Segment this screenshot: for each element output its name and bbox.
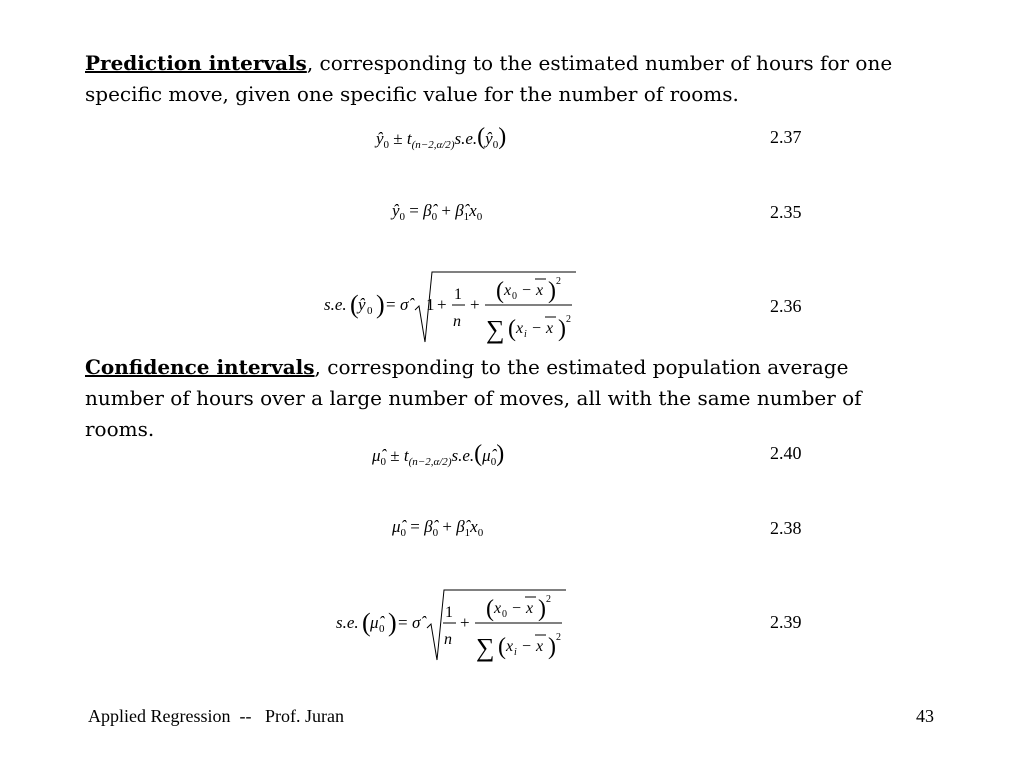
equation-2-40: $\mû_0$ ± $t_{(n-2,\alpha/2)}s.e.(\mû_0)$: [372, 441, 505, 468]
t-subscript: n−2,α/2: [412, 456, 448, 468]
svg-text:2: 2: [556, 632, 561, 643]
svg-text:μ̂: μ̂: [370, 613, 379, 632]
svg-text:x: x: [504, 282, 512, 299]
svg-text:∑: ∑: [486, 315, 505, 344]
svg-text:x: x: [506, 638, 514, 655]
svg-text:0: 0: [502, 609, 507, 620]
svg-text:): ): [548, 634, 556, 660]
svg-text:): ): [388, 608, 397, 637]
svg-text:−: −: [522, 282, 532, 299]
svg-text:ŷ: ŷ: [358, 295, 366, 314]
svg-text:i: i: [524, 329, 527, 340]
equation-number-2-39: 2.39: [770, 612, 802, 632]
svg-text:−: −: [532, 320, 542, 337]
svg-text:(: (: [498, 634, 506, 660]
svg-text:∑: ∑: [476, 633, 495, 662]
svg-text:(: (: [486, 596, 494, 622]
svg-text:2: 2: [566, 314, 571, 325]
confidence-intervals-text: , corresponding to the estimated population average number of hours over a large number of moves, all with the same number of rooms.: [85, 355, 862, 441]
svg-text:): ): [538, 596, 546, 622]
one: 1: [445, 604, 453, 621]
svg-text:+: +: [437, 295, 447, 314]
svg-text:2: 2: [556, 276, 561, 287]
svg-text:1: 1: [454, 286, 462, 303]
confidence-intervals-term: Confidence intervals: [85, 355, 315, 379]
se-label: s.e.: [336, 613, 359, 632]
svg-text:x: x: [494, 600, 502, 617]
svg-text:x: x: [546, 320, 554, 337]
footer-course-title: Applied Regression -- Prof. Juran: [88, 706, 344, 726]
svg-text:0: 0: [379, 623, 385, 635]
n: n: [444, 631, 452, 648]
equation-2-35: $ŷ_0$ = $\betâ_0$ + $\betâ_1x_0$: [392, 201, 483, 223]
svg-text:): ): [548, 278, 556, 304]
page-number: 43: [916, 706, 934, 726]
svg-text:=: =: [386, 295, 396, 314]
svg-text:σ̂: σ̂: [412, 613, 421, 632]
se-label: s.e.: [451, 446, 475, 465]
equation-number-2-37: 2.37: [770, 127, 802, 147]
equation-number-2-35: 2.35: [770, 202, 802, 222]
confidence-intervals-paragraph: [85, 352, 930, 445]
svg-text:=: =: [398, 613, 408, 632]
equation-2-37: $ŷ_0$ ± $t_{(n-2,\alpha/2)}s.e.(ŷ_0)$: [376, 124, 507, 151]
se-label: s.e.: [454, 129, 478, 148]
one: 1: [426, 295, 435, 314]
prediction-intervals-term: Prediction intervals: [85, 51, 307, 75]
svg-text:+: +: [460, 613, 470, 632]
svg-text:+: +: [470, 295, 480, 314]
svg-text:0: 0: [512, 291, 517, 302]
svg-text:0: 0: [367, 305, 373, 317]
prediction-intervals-text: , corresponding to the estimated number of hours for one specific move, given one specific value for the number of rooms.: [85, 51, 893, 106]
se-formula-y0: [320, 264, 582, 346]
svg-text:x: x: [516, 320, 524, 337]
svg-text:(: (: [350, 290, 359, 319]
svg-text:2: 2: [546, 594, 551, 605]
equation-number-2-36: 2.36: [770, 296, 802, 316]
svg-text:x: x: [536, 282, 544, 299]
se-label: s.e.: [324, 295, 347, 314]
svg-text:−: −: [522, 638, 532, 655]
t-subscript: n−2,α/2: [415, 139, 451, 151]
n: n: [453, 313, 461, 330]
svg-text:x: x: [536, 638, 544, 655]
prediction-intervals-paragraph: [85, 48, 930, 110]
svg-text:(: (: [508, 316, 516, 342]
svg-text:σ̂: σ̂: [400, 295, 409, 314]
svg-text:(: (: [362, 608, 371, 637]
svg-text:i: i: [514, 647, 517, 658]
equation-2-38: $\mû_0$ = $\betâ_0$ + $\betâ_1x_0$: [392, 517, 484, 539]
equation-number-2-40: 2.40: [770, 443, 802, 463]
svg-text:−: −: [512, 600, 522, 617]
svg-text:x: x: [526, 600, 534, 617]
svg-text:): ): [376, 290, 385, 319]
svg-text:(: (: [496, 278, 504, 304]
equation-number-2-38: 2.38: [770, 518, 802, 538]
se-formula-mu0: [332, 582, 572, 664]
svg-text:): ): [558, 316, 566, 342]
